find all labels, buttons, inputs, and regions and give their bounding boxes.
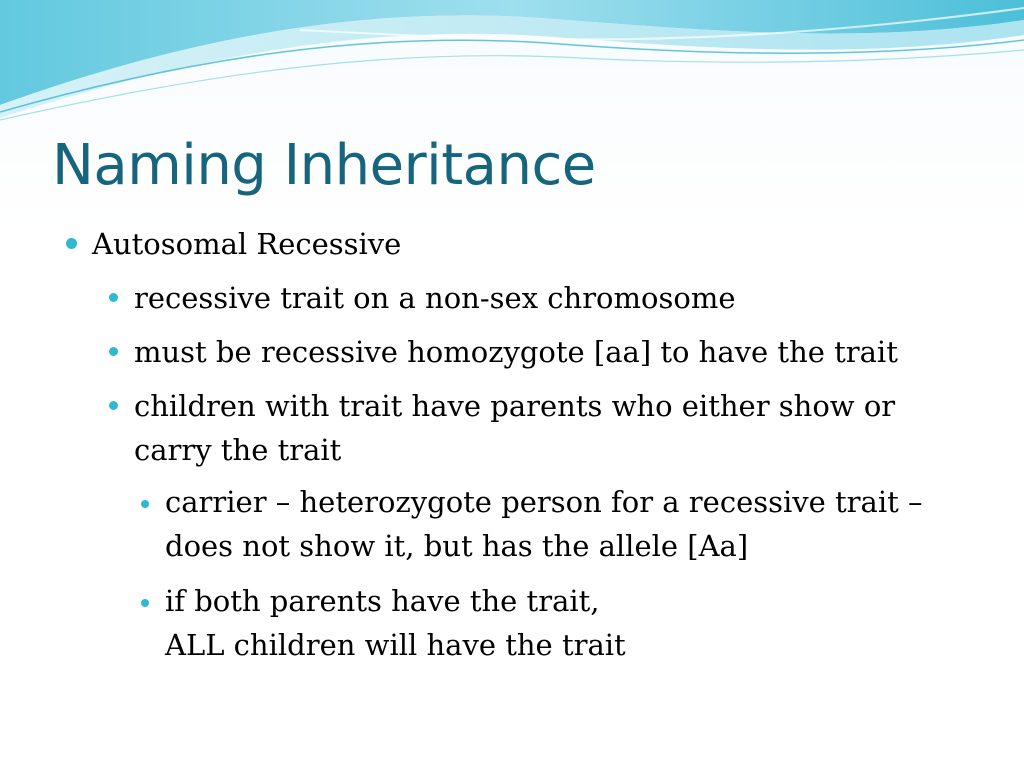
bullet-carrier — [165, 480, 922, 568]
bullet-dot-icon — [141, 500, 149, 508]
bullet-dot-icon — [141, 599, 149, 607]
bullet-text: children with trait have parents who either show or — [134, 389, 896, 423]
bullet-dot-icon — [66, 238, 77, 249]
bullet-text: carry the trait — [134, 433, 342, 467]
bullet-both-parents — [165, 579, 626, 667]
bullet-text: does not show it, but has the allele [Aa] — [165, 529, 749, 563]
bullet-text: carrier – heterozygote person for a recessive trait – — [165, 485, 923, 519]
bullet-text: ALL children will have the trait — [165, 628, 626, 662]
header-wave-decoration — [0, 0, 1024, 130]
bullet-text: Autosomal Recessive — [92, 227, 402, 261]
bullet-recessive-trait — [134, 276, 735, 320]
bullet-dot-icon — [109, 401, 118, 410]
bullet-dot-icon — [109, 293, 118, 302]
bullet-children-with-trait — [134, 384, 895, 472]
bullet-autosomal-recessive — [92, 223, 401, 265]
bullet-text: must be recessive homozygote [aa] to have the trait — [134, 335, 898, 369]
slide-title: Naming Inheritance — [52, 133, 596, 198]
bullet-dot-icon — [109, 347, 118, 356]
bullet-text: if both parents have the trait, — [165, 584, 600, 618]
bullet-homozygote — [134, 330, 898, 374]
bullet-text: recessive trait on a non-sex chromosome — [134, 281, 736, 315]
